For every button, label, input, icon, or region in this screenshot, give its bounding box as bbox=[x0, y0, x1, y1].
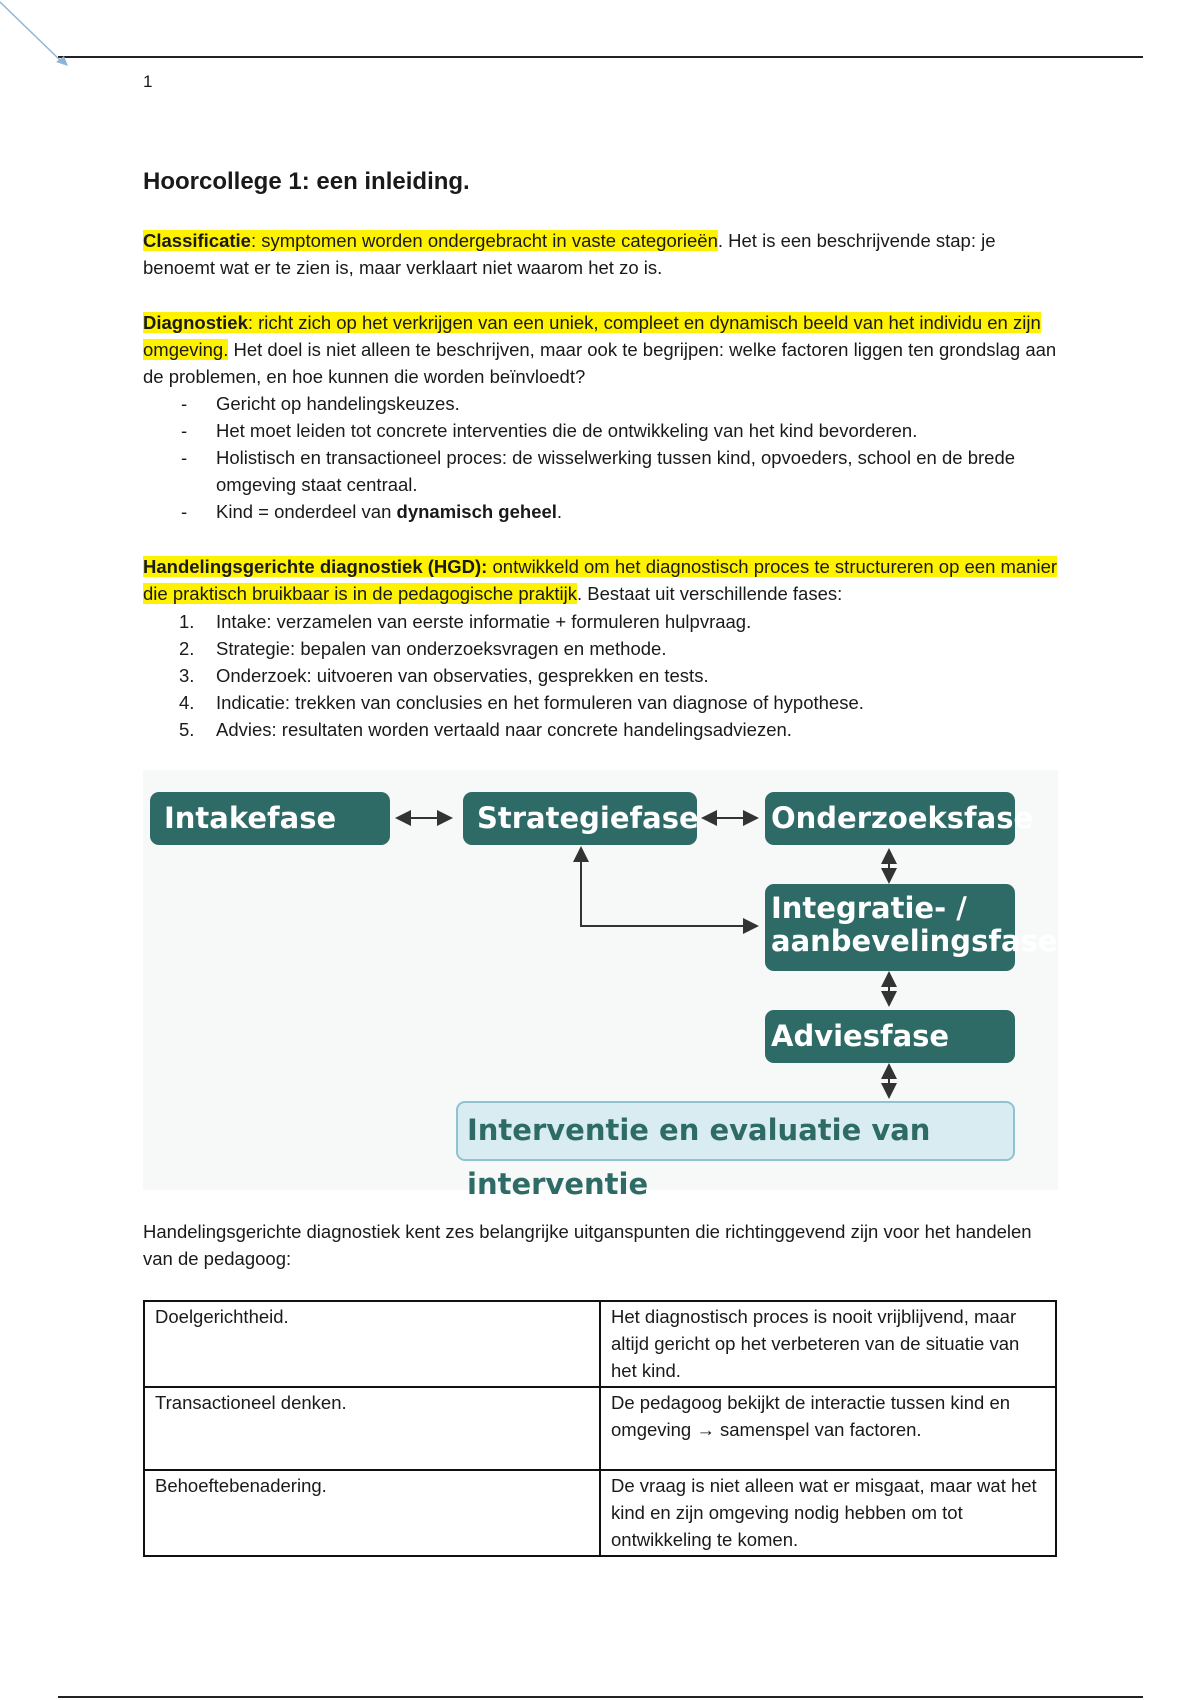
bullet-text: Gericht op handelingskeuzes. bbox=[216, 393, 460, 414]
table-row bbox=[144, 1387, 1056, 1470]
integratiefase-box bbox=[765, 884, 1058, 971]
corner-arrow-icon bbox=[0, 0, 80, 80]
hgd-phase-diagram bbox=[143, 770, 1058, 1201]
adviesfase-box: Adviesfase bbox=[765, 1010, 1015, 1063]
bullet-text: Holistisch en transactioneel proces: de wisselwerking tussen kind, opvoeders, school en de brede omgeving staat centraal. bbox=[216, 447, 1016, 495]
list-item bbox=[143, 390, 1063, 417]
header-rule bbox=[58, 56, 1143, 58]
list-item bbox=[143, 498, 1063, 525]
hgd-phase-list bbox=[143, 608, 1063, 743]
principle-description: De pedagoog bekijkt de interactie tussen kind en omgeving → samenspel van factoren. bbox=[600, 1387, 1056, 1470]
classificatie-paragraph bbox=[143, 227, 1063, 281]
integratie-line-2: aanbevelingsfase bbox=[771, 924, 1058, 958]
bullet-mark: - bbox=[181, 420, 188, 441]
arrow-strategie-integratie bbox=[581, 848, 757, 926]
principle-description: De vraag is niet alleen wat er misgaat, maar wat het kind en zijn omgeving nodig hebben om tot ontwikkeling te komen. bbox=[600, 1470, 1056, 1556]
bullet-mark: - bbox=[181, 447, 188, 468]
intakefase-box: Intakefase bbox=[150, 792, 390, 845]
principles-intro: Handelingsgerichte diagnostiek kent zes belangrijke uitganspunten die richtinggevend zijn voor het handelen van de pedagoog: bbox=[143, 1221, 1032, 1269]
step-text: Strategie: bepalen van onderzoeksvragen en methode. bbox=[216, 638, 667, 659]
bullet-bold-text: dynamisch geheel bbox=[396, 501, 557, 522]
hgd-rest: . Bestaat uit verschillende fases: bbox=[576, 583, 843, 604]
table-row bbox=[144, 1301, 1056, 1387]
list-item bbox=[143, 662, 1063, 689]
classificatie-rest: . Het is een beschrijvende stap: je benoemt wat er te zien is, maar verklaart niet waarom het zo is. bbox=[143, 230, 996, 278]
classificatie-definition: : symptomen worden ondergebracht in vaste categorieën bbox=[250, 230, 718, 251]
interventie-box: Interventie en evaluatie van interventie bbox=[456, 1101, 1015, 1161]
hgd-term: Handelingsgerichte diagnostiek (HGD): bbox=[143, 556, 488, 577]
list-item bbox=[143, 716, 1063, 743]
list-item bbox=[143, 608, 1063, 635]
hgd-paragraph bbox=[143, 553, 1063, 607]
bullet-mark: - bbox=[181, 501, 188, 522]
list-item bbox=[143, 417, 1063, 444]
step-number: 3. bbox=[179, 665, 195, 686]
step-number: 2. bbox=[179, 638, 195, 659]
bullet-text: Kind = onderdeel van bbox=[216, 501, 397, 522]
principle-name: Doelgerichtheid. bbox=[144, 1301, 600, 1387]
integratie-line-1: Integratie- / bbox=[771, 891, 967, 925]
list-item bbox=[143, 689, 1063, 716]
step-text: Indicatie: trekken van conclusies en het formuleren van diagnose of hypothese. bbox=[216, 692, 864, 713]
strategiefase-box: Strategiefase bbox=[463, 792, 697, 845]
diagnostiek-term: Diagnostiek bbox=[143, 312, 248, 333]
step-text: Intake: verzamelen van eerste informatie + formuleren hulpvraag. bbox=[216, 611, 752, 632]
page-title: Hoorcollege 1: een inleiding. bbox=[143, 168, 470, 195]
diagnostiek-definition: : richt zich op het verkrijgen van een uniek, compleet en dynamisch beeld van het individu en zijn omgeving. bbox=[143, 312, 1041, 360]
step-number: 1. bbox=[179, 611, 195, 632]
diagnostiek-paragraph bbox=[143, 309, 1063, 390]
bullet-text: Het moet leiden tot concrete interventies die de ontwikkeling van het kind bevorderen. bbox=[216, 420, 918, 441]
diagnostiek-rest: Het doel is niet alleen te beschrijven, maar ook te begrijpen: welke factoren liggen ten grondslag aan de problemen, en hoe kunnen die worden beïnvloedt? bbox=[143, 339, 1057, 387]
page-number: 1 bbox=[143, 72, 153, 91]
principle-description: Het diagnostisch proces is nooit vrijblijvend, maar altijd gericht op het verbeteren van de situatie van het kind. bbox=[600, 1301, 1056, 1387]
step-number: 5. bbox=[179, 719, 195, 740]
onderzoeksfase-box: Onderzoeksfase bbox=[765, 792, 1015, 845]
table-row bbox=[144, 1470, 1056, 1556]
classificatie-term: Classificatie bbox=[143, 230, 251, 251]
principle-name: Behoeftebenadering. bbox=[144, 1470, 600, 1556]
list-item bbox=[143, 635, 1063, 662]
diagnostiek-bullet-list bbox=[143, 390, 1063, 525]
step-text: Advies: resultaten worden vertaald naar concrete handelingsadviezen. bbox=[216, 719, 792, 740]
step-text: Onderzoek: uitvoeren van observaties, gesprekken en tests. bbox=[216, 665, 709, 686]
principles-table bbox=[143, 1300, 1057, 1557]
principle-name: Transactioneel denken. bbox=[144, 1387, 600, 1470]
bullet-text: . bbox=[556, 501, 563, 522]
footer-rule bbox=[58, 1696, 1143, 1698]
bullet-mark: - bbox=[181, 393, 188, 414]
step-number: 4. bbox=[179, 692, 195, 713]
hgd-definition: ontwikkeld om het diagnostisch proces te structureren op een manier die praktisch bruikbaar is in de pedagogische praktijk bbox=[143, 556, 1058, 604]
list-item bbox=[143, 444, 1063, 498]
classificatie-highlight bbox=[143, 230, 718, 251]
